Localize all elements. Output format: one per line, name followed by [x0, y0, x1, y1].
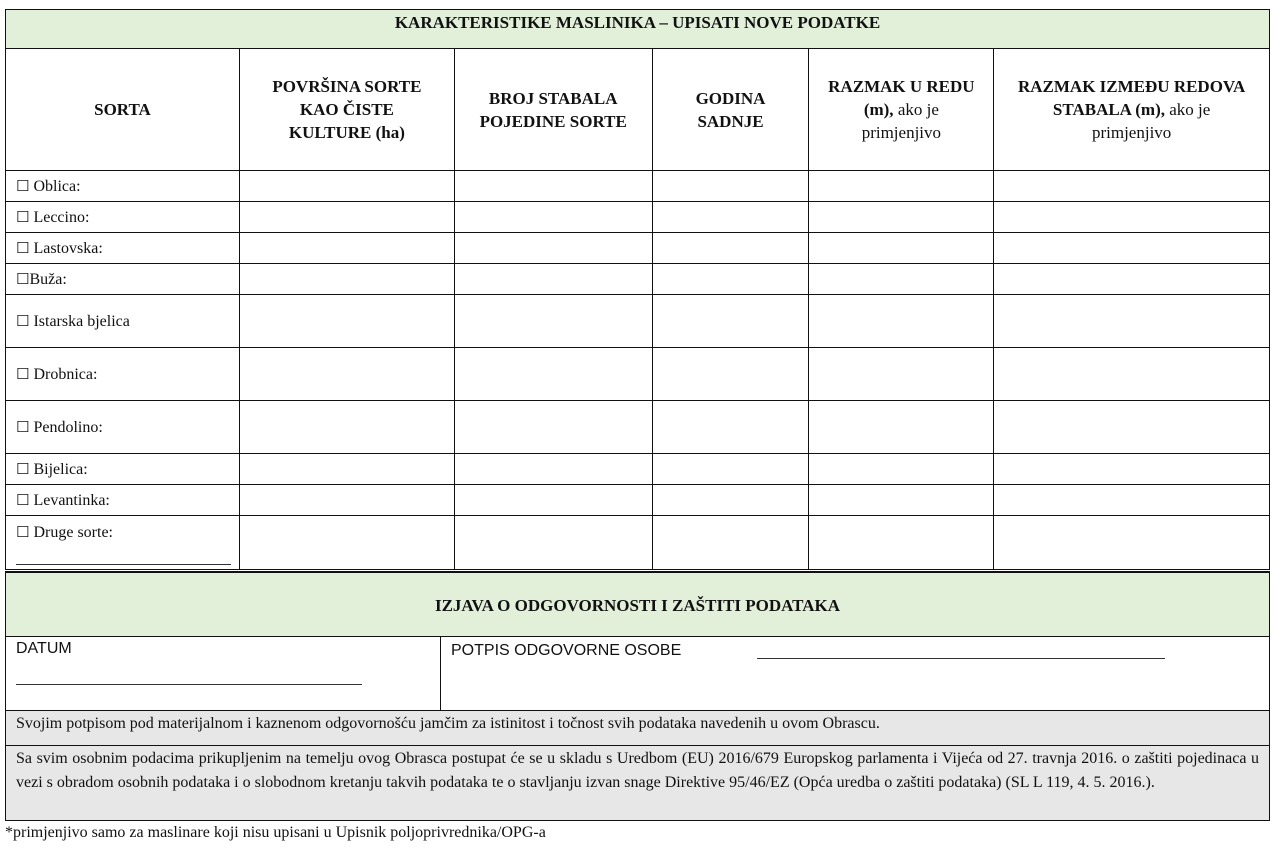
variety-label: ☐ Levantinka: — [6, 485, 240, 516]
godina-sadnje-input[interactable] — [652, 454, 809, 485]
razmak-izmedu-redova-input[interactable] — [994, 401, 1270, 454]
col-header-godina-sadnje: GODINA SADNJE — [652, 49, 809, 171]
variety-label: ☐Buža: — [6, 264, 240, 295]
table-row — [6, 233, 1270, 264]
signature-input-line[interactable] — [757, 658, 1165, 659]
godina-sadnje-input[interactable] — [652, 401, 809, 454]
godina-sadnje-input[interactable] — [652, 516, 809, 570]
checkbox-oblica[interactable]: ☐ — [16, 176, 30, 195]
razmak-izmedu-redova-input[interactable] — [994, 485, 1270, 516]
col-header-razmak-u-redu: RAZMAK U REDU (m), ako je primjenjivo — [809, 49, 994, 171]
table-row — [6, 454, 1270, 485]
checkbox-levantinka[interactable]: ☐ — [16, 490, 30, 509]
broj-stabala-input[interactable] — [454, 264, 652, 295]
povrsina-input[interactable] — [239, 485, 454, 516]
godina-sadnje-input[interactable] — [652, 233, 809, 264]
checkbox-istarska-bjelica[interactable]: ☐ — [16, 311, 30, 330]
checkbox-buza[interactable]: ☐ — [16, 269, 30, 288]
table-row — [6, 295, 1270, 348]
variety-label: ☐ Istarska bjelica — [6, 295, 240, 348]
razmak-u-redu-input[interactable] — [809, 401, 994, 454]
liability-statement-text: Svojim potpisom pod materijalnom i kaznenom odgovornošću jamčim za istinitost i točnost svih podataka navedenih u ovom Obrascu. — [16, 715, 880, 732]
table-row — [6, 348, 1270, 401]
footnote-text: *primjenjivo samo za maslinare koji nisu upisani u Upisnik poljoprivrednika/OPG-a — [5, 824, 546, 841]
col-header-broj-stabala: BROJ STABALA POJEDINE SORTE — [454, 49, 652, 171]
razmak-izmedu-redova-input[interactable] — [994, 233, 1270, 264]
razmak-u-redu-input[interactable] — [809, 348, 994, 401]
checkbox-bijelica[interactable]: ☐ — [16, 459, 30, 478]
checkbox-druge-sorte[interactable]: ☐ — [16, 523, 30, 541]
signature-label: POTPIS ODGOVORNE OSOBE — [451, 642, 682, 659]
povrsina-input[interactable] — [239, 348, 454, 401]
druge-sorte-input-line[interactable] — [16, 564, 231, 565]
variety-label: ☐ Leccino: — [6, 202, 240, 233]
povrsina-input[interactable] — [239, 454, 454, 485]
col-header-sorta: SORTA — [6, 49, 240, 171]
razmak-izmedu-redova-input[interactable] — [994, 454, 1270, 485]
broj-stabala-input[interactable] — [454, 516, 652, 570]
povrsina-input[interactable] — [239, 233, 454, 264]
footnote — [5, 823, 546, 843]
broj-stabala-input[interactable] — [454, 171, 652, 202]
variety-label: ☐ Bijelica: — [6, 454, 240, 485]
date-input-line[interactable] — [16, 684, 362, 685]
liability-statement — [5, 710, 1270, 746]
povrsina-input[interactable] — [239, 295, 454, 348]
checkbox-drobnica[interactable]: ☐ — [16, 364, 30, 383]
col-header-razmak-izmedu-redova: RAZMAK IZMEĐU REDOVA STABALA (m), ako je primjenjivo — [994, 49, 1270, 171]
godina-sadnje-input[interactable] — [652, 171, 809, 202]
table-row — [6, 485, 1270, 516]
godina-sadnje-input[interactable] — [652, 295, 809, 348]
povrsina-input[interactable] — [239, 401, 454, 454]
razmak-u-redu-input[interactable] — [809, 295, 994, 348]
table-row — [6, 171, 1270, 202]
signature-cell — [440, 636, 1270, 711]
variety-label: ☐ Pendolino: — [6, 401, 240, 454]
razmak-u-redu-input[interactable] — [809, 454, 994, 485]
broj-stabala-input[interactable] — [454, 233, 652, 264]
razmak-izmedu-redova-input[interactable] — [994, 295, 1270, 348]
godina-sadnje-input[interactable] — [652, 202, 809, 233]
section-title-declaration — [5, 571, 1270, 637]
declaration-title-text: IZJAVA O ODGOVORNOSTI I ZAŠTITI PODATAKA — [434, 596, 841, 615]
broj-stabala-input[interactable] — [454, 485, 652, 516]
razmak-u-redu-input[interactable] — [809, 485, 994, 516]
razmak-u-redu-input[interactable] — [809, 264, 994, 295]
razmak-izmedu-redova-input[interactable] — [994, 516, 1270, 570]
razmak-izmedu-redova-input[interactable] — [994, 202, 1270, 233]
razmak-u-redu-input[interactable] — [809, 516, 994, 570]
godina-sadnje-input[interactable] — [652, 485, 809, 516]
godina-sadnje-input[interactable] — [652, 348, 809, 401]
broj-stabala-input[interactable] — [454, 202, 652, 233]
gdpr-notice-text: Sa svim osobnim podacima prikupljenim na temelju ovog Obrasca postupat će se u skladu s Uredbom (EU) 2016/679 Europskog parlamenta i Vijeća od 27. travnja 2016. o zaštiti pojedinaca u vezi s obradom osobnih podataka i o slobodnom kretanju takvih podataka te o stavljanju izvan snage Direktive 95/46/EZ (Opća uredba o zaštiti podataka) (SL L 119, 4. 5. 2016.). — [16, 750, 1259, 791]
section-title-characteristics — [5, 9, 1270, 49]
table-row — [6, 264, 1270, 295]
table-header-row — [6, 49, 1270, 171]
variety-label: ☐ Druge sorte: — [6, 516, 240, 570]
variety-label: ☐ Oblica: — [6, 171, 240, 202]
section-title-text: KARAKTERISTIKE MASLINIKA – UPISATI NOVE PODATKE — [394, 13, 881, 32]
variety-label: ☐ Drobnica: — [6, 348, 240, 401]
date-cell — [5, 636, 441, 711]
olive-grove-table — [5, 48, 1270, 570]
povrsina-input[interactable] — [239, 264, 454, 295]
checkbox-leccino[interactable]: ☐ — [16, 207, 30, 226]
broj-stabala-input[interactable] — [454, 401, 652, 454]
checkbox-lastovska[interactable]: ☐ — [16, 238, 30, 257]
razmak-izmedu-redova-input[interactable] — [994, 264, 1270, 295]
povrsina-input[interactable] — [239, 516, 454, 570]
razmak-u-redu-input[interactable] — [809, 233, 994, 264]
date-label: DATUM — [16, 640, 72, 657]
razmak-u-redu-input[interactable] — [809, 171, 994, 202]
broj-stabala-input[interactable] — [454, 348, 652, 401]
table-row — [6, 202, 1270, 233]
broj-stabala-input[interactable] — [454, 454, 652, 485]
table-row — [6, 516, 1270, 570]
povrsina-input[interactable] — [239, 202, 454, 233]
checkbox-pendolino[interactable]: ☐ — [16, 417, 30, 436]
gdpr-notice — [5, 745, 1270, 821]
col-header-povrsina: POVRŠINA SORTE KAO ČISTE KULTURE (ha) — [239, 49, 454, 171]
table-row — [6, 401, 1270, 454]
razmak-izmedu-redova-input[interactable] — [994, 348, 1270, 401]
broj-stabala-input[interactable] — [454, 295, 652, 348]
variety-label: ☐ Lastovska: — [6, 233, 240, 264]
povrsina-input[interactable] — [239, 171, 454, 202]
godina-sadnje-input[interactable] — [652, 264, 809, 295]
razmak-u-redu-input[interactable] — [809, 202, 994, 233]
razmak-izmedu-redova-input[interactable] — [994, 171, 1270, 202]
